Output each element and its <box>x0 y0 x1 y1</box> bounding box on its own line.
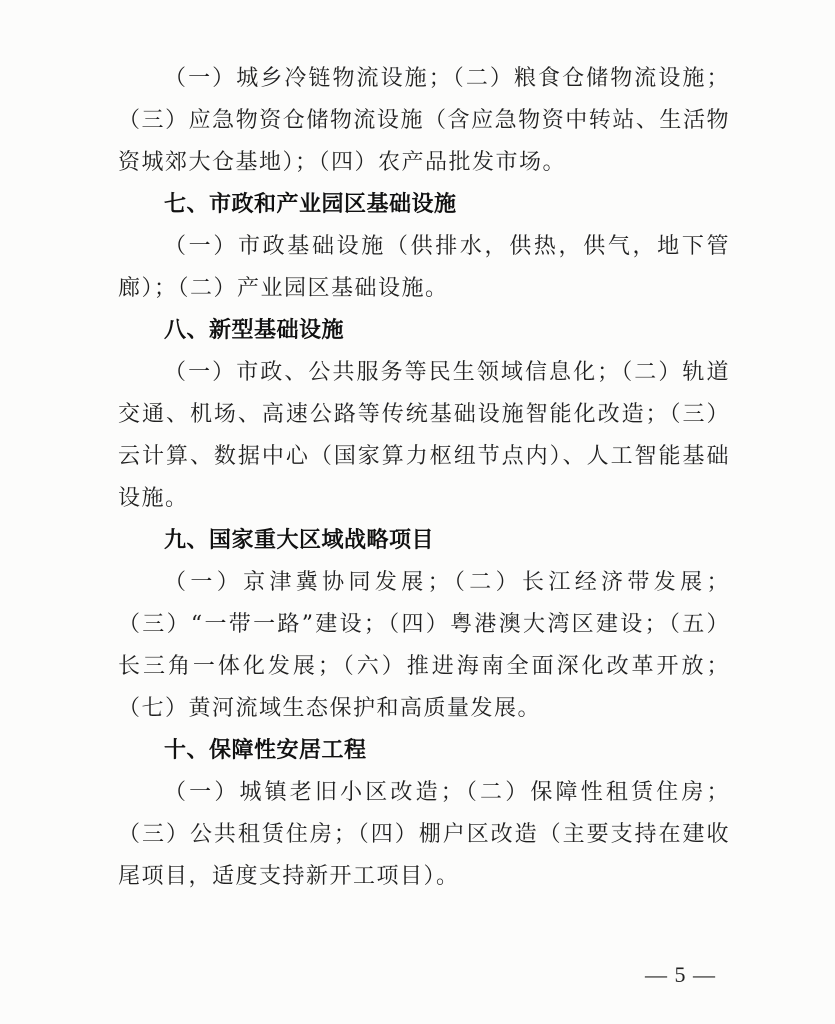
paragraph-regional-strategy: （一）京津冀协同发展；（二）长江经济带发展；（三）“一带一路”建设；（四）粤港澳大湾区建设；（五）长三角一体化发展；（六）推进海南全面深化改革开放；（七）黄河流域生态保护和高质量发展。 <box>118 570 730 721</box>
paragraph-new-infrastructure: （一）市政、公共服务等民生领域信息化；（二）轨道交通、机场、高速公路等传统基础设施智能化改造；（三）云计算、数据中心（国家算力枢纽节点内）、人工智能基础设施。 <box>118 360 730 511</box>
heading-regional-strategy: 九、国家重大区域战略项目 <box>164 528 435 553</box>
heading-new-infrastructure: 八、新型基础设施 <box>164 318 345 343</box>
heading-municipal-industrial-park: 七、市政和产业园区基础设施 <box>164 192 457 217</box>
paragraph-affordable-housing: （一）城镇老旧小区改造；（二）保障性租赁住房；（三）公共租赁住房；（四）棚户区改造（主要支持在建收尾项目，适度支持新开工项目）。 <box>118 780 730 889</box>
paragraph-municipal-infrastructure: （一）市政基础设施（供排水，供热，供气，地下管廊）；（二）产业园区基础设施。 <box>118 234 730 301</box>
document-body <box>118 58 730 898</box>
paragraph-logistics-facilities: （一）城乡冷链物流设施；（二）粮食仓储物流设施；（三）应急物资仓储物流设施（含应急物资中转站、生活物资城郊大仓基地）；（四）农产品批发市场。 <box>118 66 730 175</box>
heading-affordable-housing: 十、保障性安居工程 <box>164 738 367 763</box>
page-number: — 5 — <box>645 962 716 987</box>
